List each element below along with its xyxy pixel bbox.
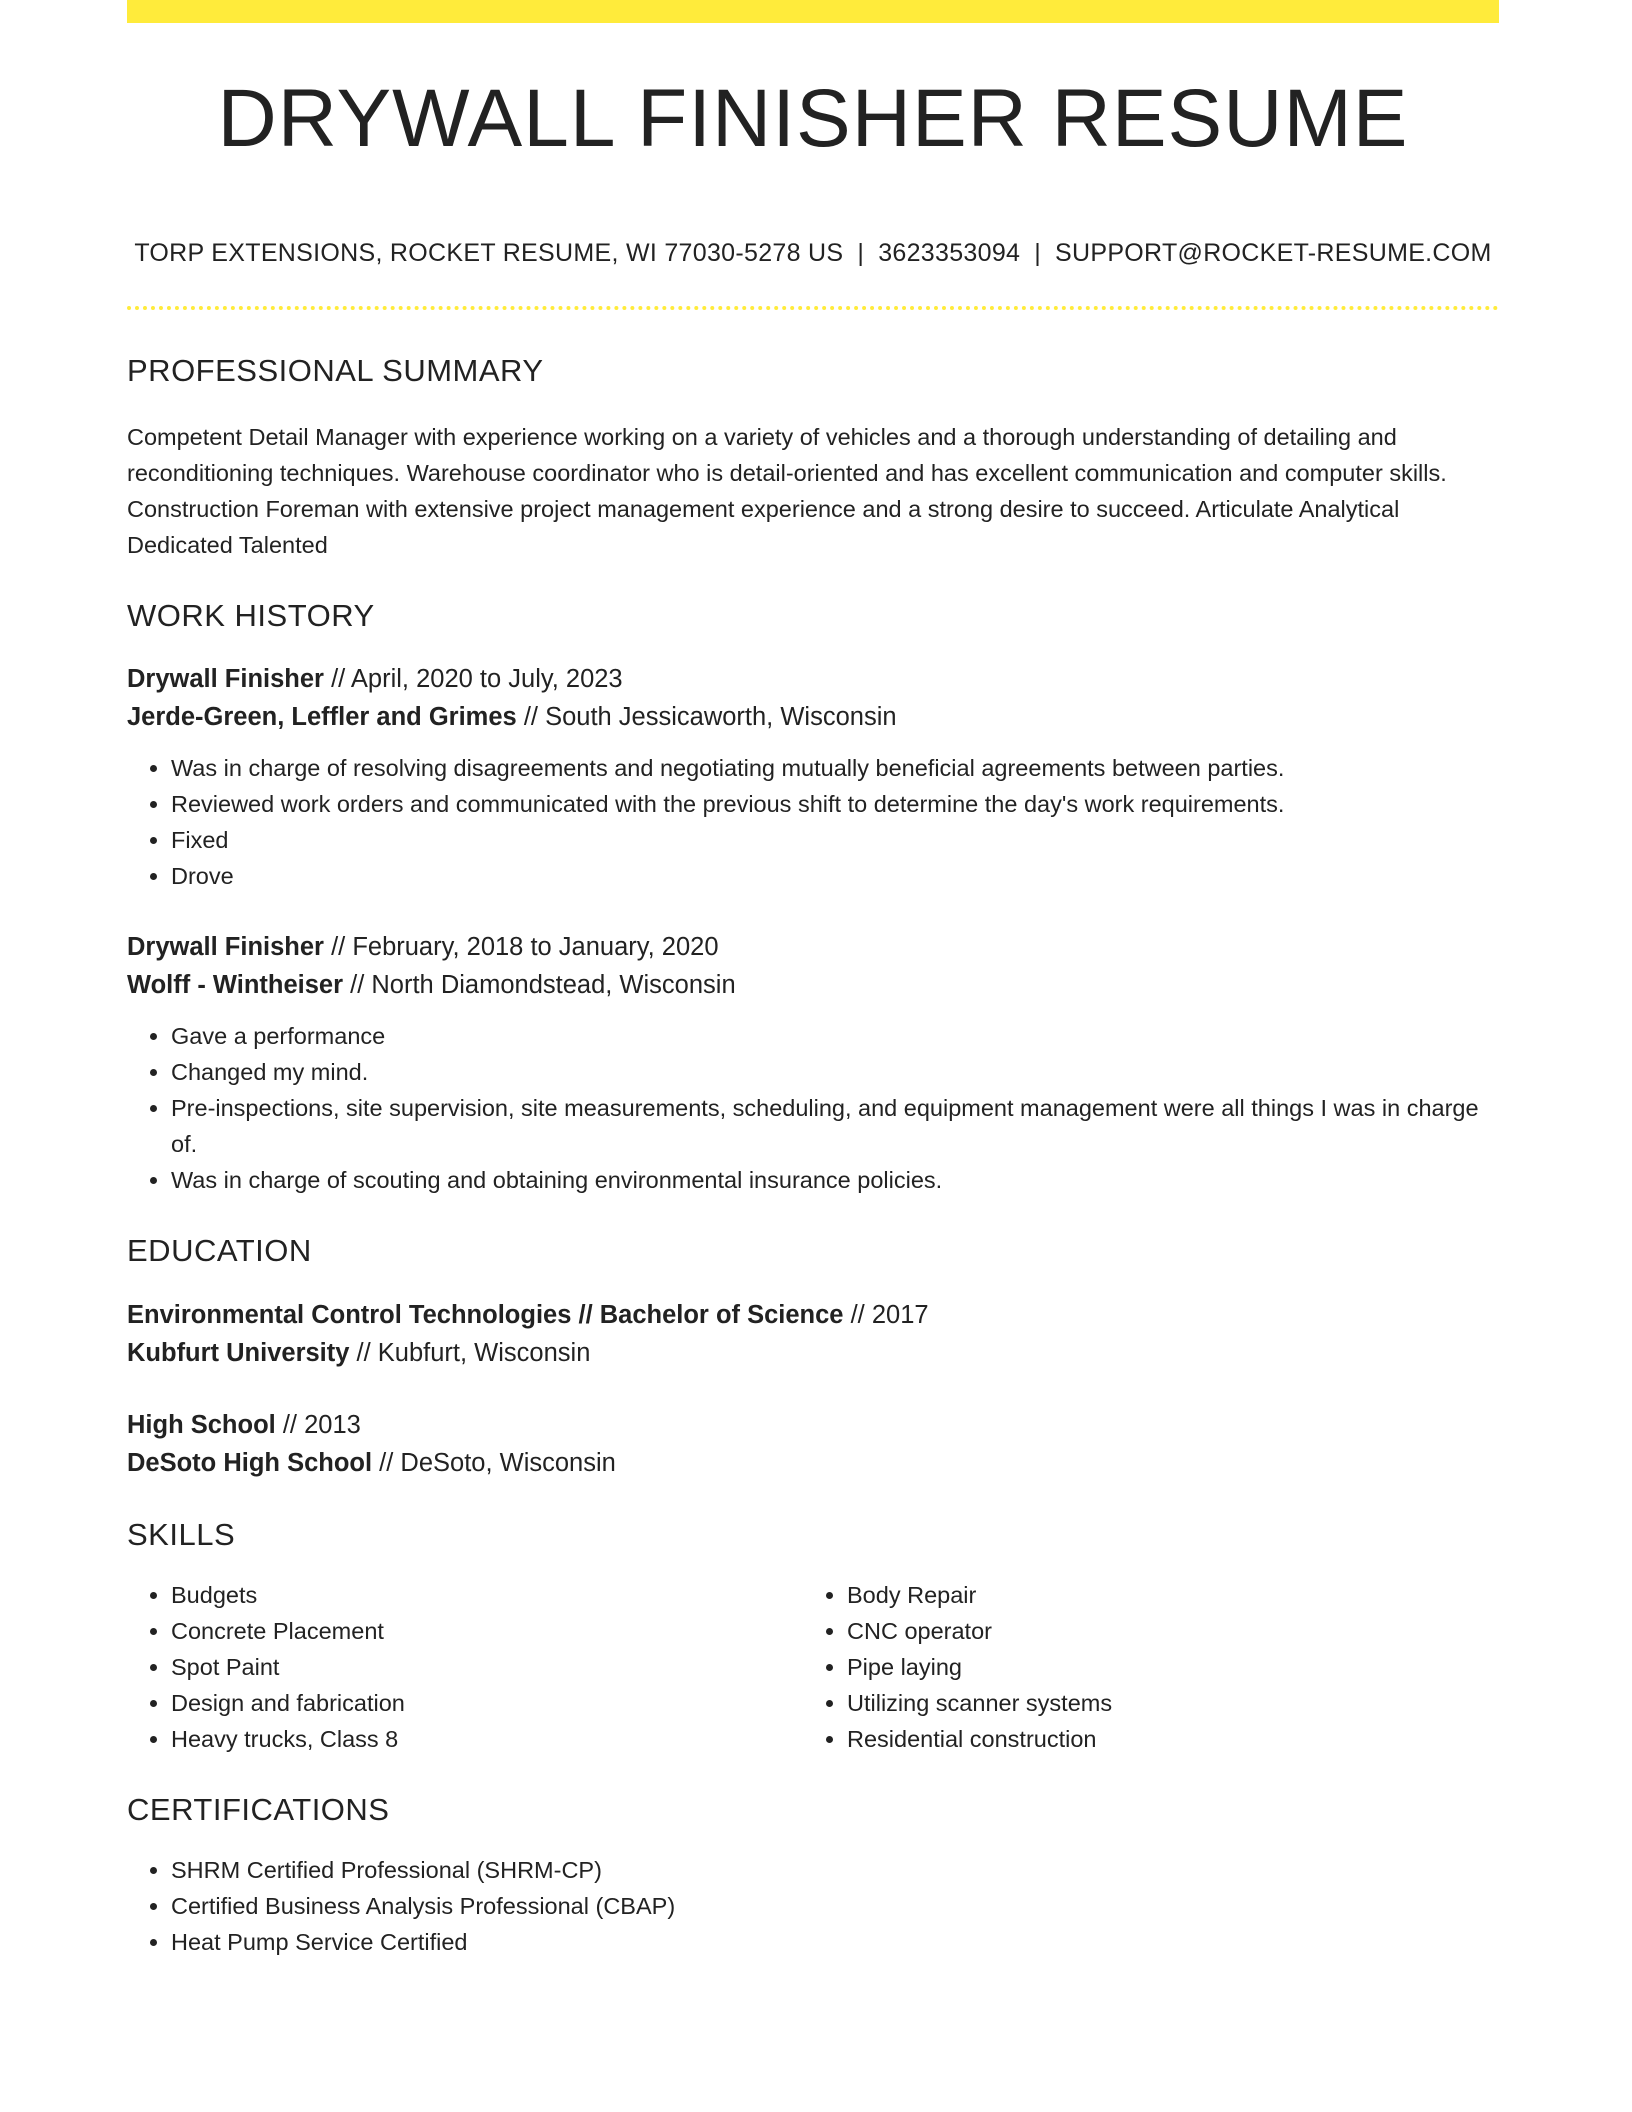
- list-item: • Concrete Placement: [171, 1613, 803, 1649]
- dotted-divider: [127, 306, 1499, 310]
- list-item: • SHRM Certified Professional (SHRM-CP): [171, 1852, 1499, 1888]
- education-school: DeSoto High School: [127, 1448, 373, 1477]
- certifications-section: [127, 1791, 1499, 1960]
- list-item: • Pre-inspections, site supervision, site measurements, scheduling, and equipment management were all things I was in charge of.: [171, 1090, 1499, 1162]
- list-item: • Pipe laying: [847, 1649, 1479, 1685]
- job-company: Jerde-Green, Leffler and Grimes: [127, 703, 517, 732]
- certifications-list: [127, 1852, 1499, 1960]
- accent-top-bar: [127, 0, 1499, 23]
- job-company-line: [127, 966, 1499, 1004]
- list-item: • Drove: [171, 858, 1499, 894]
- list-item: • Budgets: [171, 1577, 803, 1613]
- education-entry: [127, 1296, 1499, 1372]
- job-bullets: [127, 750, 1499, 894]
- education-section: [127, 1232, 1499, 1481]
- contact-separator: |: [1034, 239, 1042, 267]
- education-year: // 2017: [843, 1300, 929, 1329]
- education-heading: EDUCATION: [127, 1233, 312, 1269]
- skills-left-column: [127, 1577, 803, 1757]
- list-item: • Gave a performance: [171, 1018, 1499, 1054]
- education-location: // Kubfurt, Wisconsin: [349, 1338, 591, 1367]
- job-entry: [127, 660, 1499, 894]
- education-entry: [127, 1406, 1499, 1482]
- skills-section: [127, 1516, 1499, 1757]
- skills-columns: [127, 1577, 1499, 1757]
- job-location: // South Jessicaworth, Wisconsin: [516, 703, 897, 732]
- job-location: // North Diamondstead, Wisconsin: [343, 971, 736, 1000]
- summary-text: Competent Detail Manager with experience working on a variety of vehicles and a thorough understanding of detailing and reconditioning techniques. Warehouse coordinator who is detail-oriented and has excellent communication and computer skills. Construction Foreman with extensive project management experience and a strong desire to succeed. Articulate Analytical Dedicated Talented: [127, 424, 1447, 559]
- contact-separator: |: [857, 239, 865, 267]
- job-entry: [127, 928, 1499, 1198]
- job-company: Wolff - Wintheiser: [127, 971, 344, 1000]
- contact-phone: 3623353094: [878, 239, 1021, 267]
- list-item: • Reviewed work orders and communicated with the previous shift to determine the day's work requirements.: [171, 786, 1499, 822]
- job-company-line: [127, 698, 1499, 736]
- job-bullets: [127, 1018, 1499, 1198]
- job-title: Drywall Finisher: [127, 665, 324, 694]
- contact-address: TORP EXTENSIONS, ROCKET RESUME, WI 77030-5278 US: [134, 239, 844, 267]
- education-degree-line: [127, 1406, 1499, 1444]
- job-title: Drywall Finisher: [127, 933, 324, 962]
- resume-title: DRYWALL FINISHER RESUME: [217, 73, 1409, 164]
- work-history-section: [127, 597, 1499, 1198]
- job-title-line: [127, 660, 1499, 698]
- education-school-line: [127, 1334, 1499, 1372]
- contact-email: SUPPORT@ROCKET-RESUME.COM: [1055, 239, 1492, 267]
- education-degree-line: [127, 1296, 1499, 1334]
- job-dates: // April, 2020 to July, 2023: [323, 665, 623, 694]
- list-item: • Heat Pump Service Certified: [171, 1924, 1499, 1960]
- list-item: • Changed my mind.: [171, 1054, 1499, 1090]
- list-item: • Spot Paint: [171, 1649, 803, 1685]
- education-location: // DeSoto, Wisconsin: [372, 1448, 616, 1477]
- education-degree: Environmental Control Technologies // Bachelor of Science: [127, 1300, 844, 1329]
- list-item: • Fixed: [171, 822, 1499, 858]
- skills-heading: SKILLS: [127, 1516, 236, 1552]
- job-dates: // February, 2018 to January, 2020: [323, 933, 719, 962]
- education-year: // 2013: [275, 1410, 361, 1439]
- list-item: • Was in charge of scouting and obtaining environmental insurance policies.: [171, 1162, 1499, 1198]
- list-item: • CNC operator: [847, 1613, 1479, 1649]
- list-item: • Residential construction: [847, 1721, 1479, 1757]
- summary-section: [127, 352, 1499, 563]
- job-title-line: [127, 928, 1499, 966]
- education-degree: High School: [127, 1410, 276, 1439]
- list-item: • Heavy trucks, Class 8: [171, 1721, 803, 1757]
- summary-heading: PROFESSIONAL SUMMARY: [127, 353, 544, 388]
- education-school: Kubfurt University: [127, 1338, 350, 1367]
- list-item: • Utilizing scanner systems: [847, 1685, 1479, 1721]
- work-history-heading: WORK HISTORY: [127, 598, 375, 634]
- list-item: • Was in charge of resolving disagreements and negotiating mutually beneficial agreements between parties.: [171, 750, 1499, 786]
- education-school-line: [127, 1444, 1499, 1482]
- skills-right-column: [803, 1577, 1479, 1757]
- list-item: • Body Repair: [847, 1577, 1479, 1613]
- resume-body: [127, 352, 1499, 1960]
- list-item: • Certified Business Analysis Professional (CBAP): [171, 1888, 1499, 1924]
- list-item: • Design and fabrication: [171, 1685, 803, 1721]
- certifications-heading: CERTIFICATIONS: [127, 1791, 390, 1827]
- contact-line: [127, 238, 1499, 268]
